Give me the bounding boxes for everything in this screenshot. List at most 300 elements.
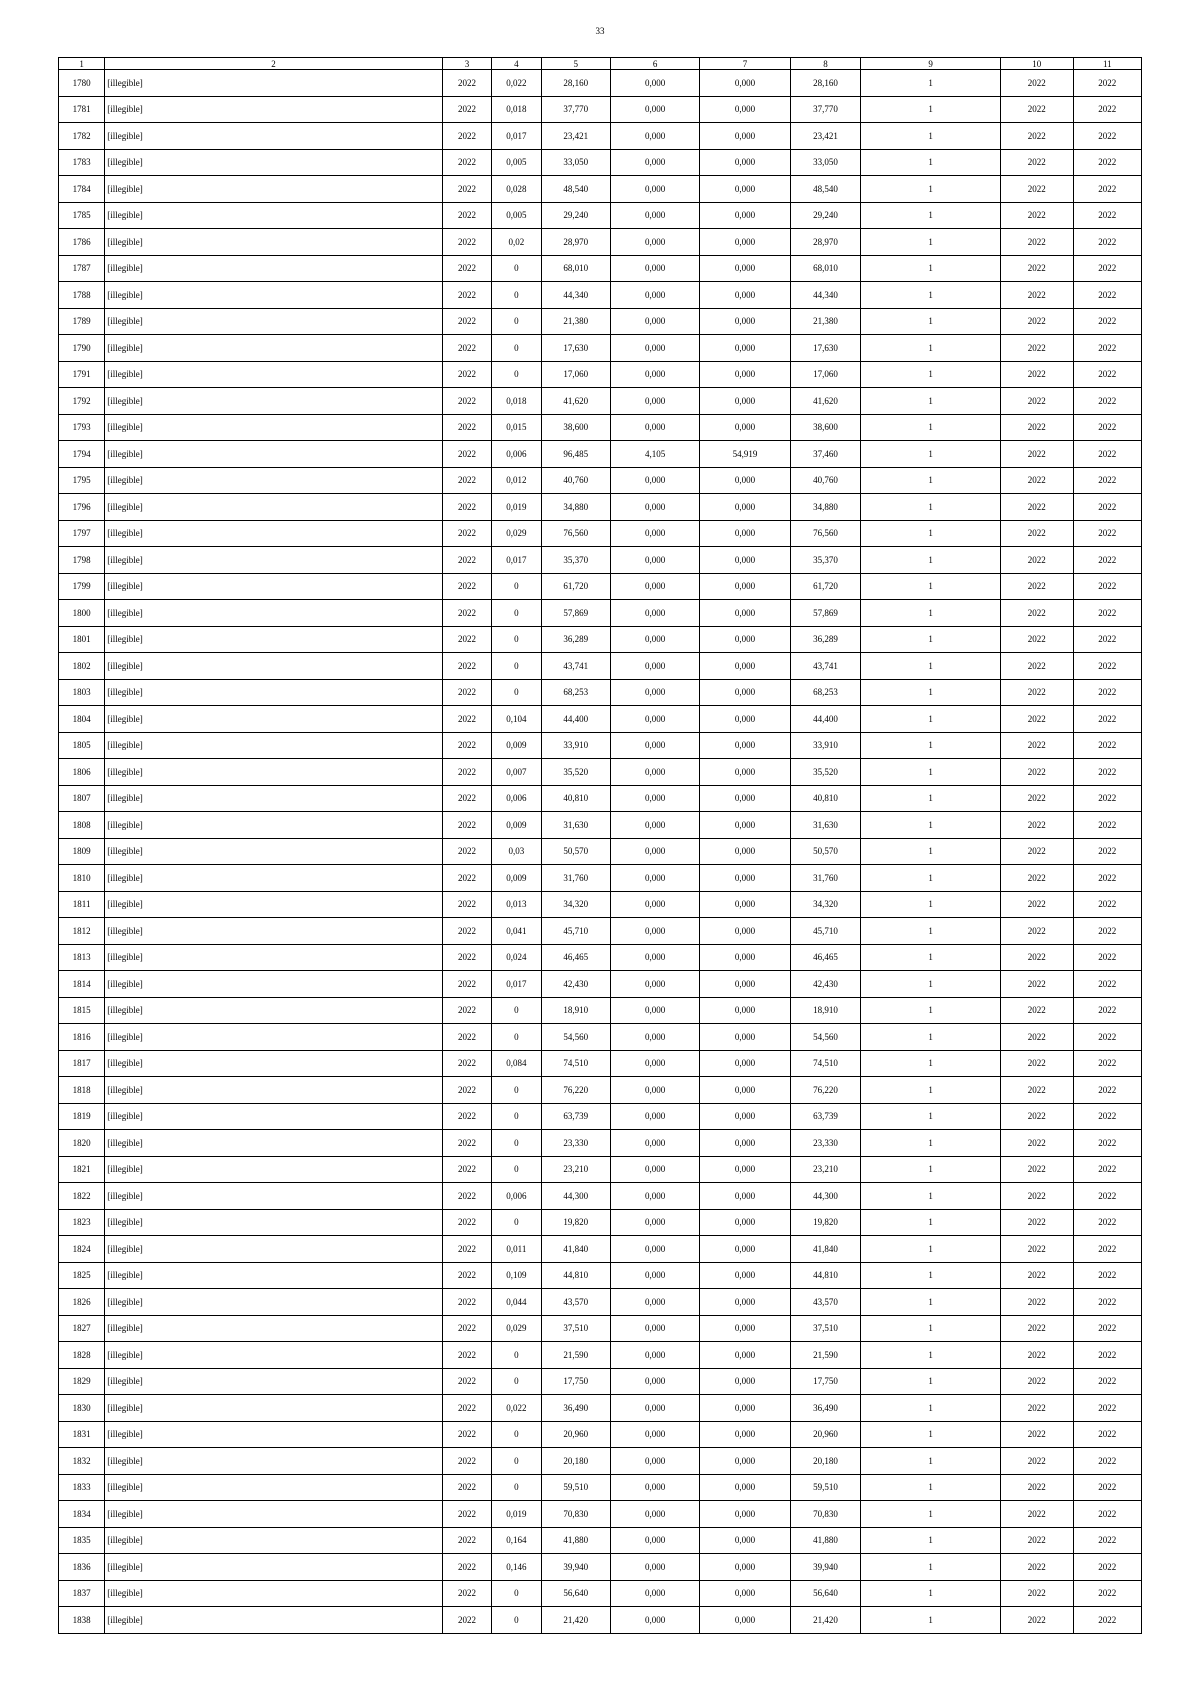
description-cell: [illegible] xyxy=(105,1474,443,1501)
col-9-cell: 1 xyxy=(861,732,1001,759)
col-8-cell: 44,300 xyxy=(790,1183,860,1210)
col-8-cell: 41,840 xyxy=(790,1236,860,1263)
col-4-cell: 0 xyxy=(492,1156,541,1183)
col-7-cell: 0,000 xyxy=(700,759,790,786)
col-9-cell: 1 xyxy=(861,1527,1001,1554)
col-11-cell: 2022 xyxy=(1073,1289,1141,1316)
col-6-cell: 0,000 xyxy=(610,202,699,229)
col-9-cell: 1 xyxy=(861,1395,1001,1422)
row-number-cell: 1834 xyxy=(59,1501,105,1528)
row-number-cell: 1788 xyxy=(59,282,105,309)
table-row xyxy=(59,653,1142,680)
col-5-cell: 28,160 xyxy=(541,70,610,97)
col-11-cell: 2022 xyxy=(1073,944,1141,971)
col-7-cell: 0,000 xyxy=(700,494,790,521)
col-11-cell: 2022 xyxy=(1073,918,1141,945)
col-9-cell: 1 xyxy=(861,1501,1001,1528)
description-cell: [illegible] xyxy=(105,1289,443,1316)
table-row xyxy=(59,1501,1142,1528)
col-11-cell: 2022 xyxy=(1073,1527,1141,1554)
col-6-cell: 0,000 xyxy=(610,679,699,706)
description-cell: [illegible] xyxy=(105,971,443,998)
col-3-cell: 2022 xyxy=(442,1395,491,1422)
row-number-cell: 1830 xyxy=(59,1395,105,1422)
table-row xyxy=(59,96,1142,123)
col-5-cell: 44,300 xyxy=(541,1183,610,1210)
description-cell: [illegible] xyxy=(105,785,443,812)
col-5-cell: 35,370 xyxy=(541,547,610,574)
table-row xyxy=(59,1024,1142,1051)
col-10-cell: 2022 xyxy=(1001,865,1074,892)
row-number-cell: 1828 xyxy=(59,1342,105,1369)
col-7-cell: 0,000 xyxy=(700,1103,790,1130)
col-6-cell: 0,000 xyxy=(610,96,699,123)
col-6-cell: 0,000 xyxy=(610,1156,699,1183)
col-4-cell: 0,015 xyxy=(492,414,541,441)
col-4-cell: 0 xyxy=(492,1368,541,1395)
row-number-cell: 1820 xyxy=(59,1130,105,1157)
table-row xyxy=(59,1156,1142,1183)
col-7-cell: 0,000 xyxy=(700,96,790,123)
row-number-cell: 1816 xyxy=(59,1024,105,1051)
col-3-cell: 2022 xyxy=(442,547,491,574)
col-11-cell: 2022 xyxy=(1073,1315,1141,1342)
col-9-cell: 1 xyxy=(861,149,1001,176)
col-8-cell: 68,253 xyxy=(790,679,860,706)
col-9-cell: 1 xyxy=(861,176,1001,203)
col-4-cell: 0,03 xyxy=(492,838,541,865)
col-9-cell: 1 xyxy=(861,1580,1001,1607)
description-cell: [illegible] xyxy=(105,997,443,1024)
col-7-cell: 0,000 xyxy=(700,229,790,256)
col-8-cell: 31,760 xyxy=(790,865,860,892)
col-7-cell: 0,000 xyxy=(700,335,790,362)
col-3-cell: 2022 xyxy=(442,1580,491,1607)
description-cell: [illegible] xyxy=(105,1368,443,1395)
col-6-cell: 0,000 xyxy=(610,547,699,574)
col-7-cell: 0,000 xyxy=(700,600,790,627)
col-5-cell: 35,520 xyxy=(541,759,610,786)
col-4-cell: 0 xyxy=(492,1580,541,1607)
col-5-cell: 44,400 xyxy=(541,706,610,733)
col-8-cell: 74,510 xyxy=(790,1050,860,1077)
col-3-cell: 2022 xyxy=(442,865,491,892)
col-4-cell: 0,02 xyxy=(492,229,541,256)
table-row xyxy=(59,1289,1142,1316)
table-row xyxy=(59,573,1142,600)
col-8-cell: 17,750 xyxy=(790,1368,860,1395)
col-5-cell: 37,510 xyxy=(541,1315,610,1342)
table-row xyxy=(59,626,1142,653)
col-6-cell: 0,000 xyxy=(610,467,699,494)
description-cell: [illegible] xyxy=(105,1448,443,1475)
row-number-cell: 1794 xyxy=(59,441,105,468)
description-cell: [illegible] xyxy=(105,149,443,176)
col-10-cell: 2022 xyxy=(1001,812,1074,839)
col-6-cell: 0,000 xyxy=(610,918,699,945)
col-3-cell: 2022 xyxy=(442,918,491,945)
col-9-cell: 1 xyxy=(861,1289,1001,1316)
description-cell: [illegible] xyxy=(105,679,443,706)
description-cell: [illegible] xyxy=(105,229,443,256)
col-8-cell: 40,760 xyxy=(790,467,860,494)
col-6-cell: 0,000 xyxy=(610,785,699,812)
col-3-cell: 2022 xyxy=(442,1077,491,1104)
col-10-cell: 2022 xyxy=(1001,255,1074,282)
col-10-cell: 2022 xyxy=(1001,1077,1074,1104)
table-row xyxy=(59,732,1142,759)
col-5-cell: 43,570 xyxy=(541,1289,610,1316)
description-cell: [illegible] xyxy=(105,1024,443,1051)
col-10-cell: 2022 xyxy=(1001,1315,1074,1342)
col-7-cell: 0,000 xyxy=(700,202,790,229)
row-number-cell: 1803 xyxy=(59,679,105,706)
col-10-cell: 2022 xyxy=(1001,1368,1074,1395)
col-7-cell: 0,000 xyxy=(700,388,790,415)
col-5-cell: 44,340 xyxy=(541,282,610,309)
col-6-cell: 0,000 xyxy=(610,335,699,362)
col-7-cell: 0,000 xyxy=(700,70,790,97)
col-11-cell: 2022 xyxy=(1073,1395,1141,1422)
col-6-cell: 0,000 xyxy=(610,1209,699,1236)
col-3-cell: 2022 xyxy=(442,1474,491,1501)
col-8-cell: 21,380 xyxy=(790,308,860,335)
col-3-cell: 2022 xyxy=(442,573,491,600)
col-9-cell: 1 xyxy=(861,759,1001,786)
table-row xyxy=(59,865,1142,892)
col-5-cell: 17,630 xyxy=(541,335,610,362)
col-9-cell: 1 xyxy=(861,1262,1001,1289)
table-row xyxy=(59,918,1142,945)
row-number-cell: 1785 xyxy=(59,202,105,229)
col-3-cell: 2022 xyxy=(442,123,491,150)
col-5-cell: 21,420 xyxy=(541,1607,610,1634)
col-8-cell: 35,520 xyxy=(790,759,860,786)
table-row xyxy=(59,838,1142,865)
col-10-cell: 2022 xyxy=(1001,891,1074,918)
col-3-cell: 2022 xyxy=(442,785,491,812)
col-5-cell: 70,830 xyxy=(541,1501,610,1528)
row-number-cell: 1796 xyxy=(59,494,105,521)
description-cell: [illegible] xyxy=(105,494,443,521)
col-5-cell: 42,430 xyxy=(541,971,610,998)
col-7-cell: 0,000 xyxy=(700,1050,790,1077)
col-10-cell: 2022 xyxy=(1001,520,1074,547)
row-number-cell: 1823 xyxy=(59,1209,105,1236)
description-cell: [illegible] xyxy=(105,1342,443,1369)
col-7-cell: 0,000 xyxy=(700,282,790,309)
col-3-cell: 2022 xyxy=(442,600,491,627)
col-6-cell: 0,000 xyxy=(610,812,699,839)
col-7-cell: 0,000 xyxy=(700,1448,790,1475)
col-6-cell: 0,000 xyxy=(610,1262,699,1289)
col-4-cell: 0,018 xyxy=(492,96,541,123)
col-9-cell: 1 xyxy=(861,891,1001,918)
col-6-cell: 0,000 xyxy=(610,1474,699,1501)
col-6-cell: 0,000 xyxy=(610,1527,699,1554)
col-11-cell: 2022 xyxy=(1073,1024,1141,1051)
col-11-cell: 2022 xyxy=(1073,388,1141,415)
col-11-cell: 2022 xyxy=(1073,282,1141,309)
col-8-cell: 39,940 xyxy=(790,1554,860,1581)
col-8-cell: 44,400 xyxy=(790,706,860,733)
col-7-cell: 0,000 xyxy=(700,1315,790,1342)
col-3-cell: 2022 xyxy=(442,1024,491,1051)
col-6-cell: 0,000 xyxy=(610,1024,699,1051)
table-row xyxy=(59,706,1142,733)
col-4-cell: 0 xyxy=(492,600,541,627)
col-3-cell: 2022 xyxy=(442,441,491,468)
col-4-cell: 0,104 xyxy=(492,706,541,733)
col-5-cell: 76,560 xyxy=(541,520,610,547)
col-7-cell: 0,000 xyxy=(700,1024,790,1051)
description-cell: [illegible] xyxy=(105,1156,443,1183)
col-3-cell: 2022 xyxy=(442,1289,491,1316)
col-8-cell: 70,830 xyxy=(790,1501,860,1528)
col-6-cell: 0,000 xyxy=(610,1501,699,1528)
col-4-cell: 0 xyxy=(492,1448,541,1475)
col-9-cell: 1 xyxy=(861,626,1001,653)
row-number-cell: 1782 xyxy=(59,123,105,150)
col-9-cell: 1 xyxy=(861,1130,1001,1157)
row-number-cell: 1793 xyxy=(59,414,105,441)
description-cell: [illegible] xyxy=(105,626,443,653)
col-10-cell: 2022 xyxy=(1001,1554,1074,1581)
table-row xyxy=(59,759,1142,786)
col-7-cell: 0,000 xyxy=(700,1368,790,1395)
description-cell: [illegible] xyxy=(105,388,443,415)
row-number-cell: 1798 xyxy=(59,547,105,574)
column-header: 4 xyxy=(492,58,541,70)
col-3-cell: 2022 xyxy=(442,971,491,998)
table-header xyxy=(59,58,1142,70)
col-4-cell: 0 xyxy=(492,1209,541,1236)
col-11-cell: 2022 xyxy=(1073,520,1141,547)
col-4-cell: 0 xyxy=(492,679,541,706)
description-cell: [illegible] xyxy=(105,282,443,309)
col-6-cell: 0,000 xyxy=(610,706,699,733)
description-cell: [illegible] xyxy=(105,335,443,362)
row-number-cell: 1825 xyxy=(59,1262,105,1289)
col-9-cell: 1 xyxy=(861,1103,1001,1130)
col-10-cell: 2022 xyxy=(1001,1501,1074,1528)
column-header: 10 xyxy=(1001,58,1074,70)
column-header: 7 xyxy=(700,58,790,70)
col-10-cell: 2022 xyxy=(1001,70,1074,97)
col-9-cell: 1 xyxy=(861,1554,1001,1581)
col-7-cell: 0,000 xyxy=(700,1527,790,1554)
col-4-cell: 0 xyxy=(492,1103,541,1130)
row-number-cell: 1801 xyxy=(59,626,105,653)
col-9-cell: 1 xyxy=(861,494,1001,521)
col-11-cell: 2022 xyxy=(1073,176,1141,203)
col-9-cell: 1 xyxy=(861,202,1001,229)
col-5-cell: 76,220 xyxy=(541,1077,610,1104)
col-6-cell: 0,000 xyxy=(610,1368,699,1395)
col-3-cell: 2022 xyxy=(442,1368,491,1395)
description-cell: [illegible] xyxy=(105,1580,443,1607)
col-5-cell: 40,760 xyxy=(541,467,610,494)
col-6-cell: 0,000 xyxy=(610,1448,699,1475)
table-row xyxy=(59,1554,1142,1581)
col-3-cell: 2022 xyxy=(442,891,491,918)
description-cell: [illegible] xyxy=(105,520,443,547)
col-11-cell: 2022 xyxy=(1073,891,1141,918)
col-6-cell: 0,000 xyxy=(610,1315,699,1342)
col-10-cell: 2022 xyxy=(1001,467,1074,494)
col-8-cell: 46,465 xyxy=(790,944,860,971)
col-9-cell: 1 xyxy=(861,1421,1001,1448)
col-4-cell: 0,022 xyxy=(492,70,541,97)
col-6-cell: 0,000 xyxy=(610,759,699,786)
col-5-cell: 41,620 xyxy=(541,388,610,415)
col-4-cell: 0,005 xyxy=(492,202,541,229)
col-6-cell: 0,000 xyxy=(610,149,699,176)
col-9-cell: 1 xyxy=(861,414,1001,441)
description-cell: [illegible] xyxy=(105,1262,443,1289)
row-number-cell: 1822 xyxy=(59,1183,105,1210)
col-10-cell: 2022 xyxy=(1001,149,1074,176)
description-cell: [illegible] xyxy=(105,653,443,680)
col-7-cell: 0,000 xyxy=(700,547,790,574)
col-5-cell: 56,640 xyxy=(541,1580,610,1607)
row-number-cell: 1837 xyxy=(59,1580,105,1607)
col-8-cell: 40,810 xyxy=(790,785,860,812)
col-8-cell: 33,050 xyxy=(790,149,860,176)
row-number-cell: 1792 xyxy=(59,388,105,415)
col-11-cell: 2022 xyxy=(1073,600,1141,627)
col-10-cell: 2022 xyxy=(1001,202,1074,229)
description-cell: [illegible] xyxy=(105,1421,443,1448)
col-3-cell: 2022 xyxy=(442,1209,491,1236)
description-cell: [illegible] xyxy=(105,308,443,335)
col-8-cell: 33,910 xyxy=(790,732,860,759)
table-row xyxy=(59,1527,1142,1554)
table-row xyxy=(59,971,1142,998)
col-7-cell: 0,000 xyxy=(700,838,790,865)
col-6-cell: 0,000 xyxy=(610,1183,699,1210)
col-10-cell: 2022 xyxy=(1001,1289,1074,1316)
col-11-cell: 2022 xyxy=(1073,812,1141,839)
col-3-cell: 2022 xyxy=(442,997,491,1024)
row-number-cell: 1831 xyxy=(59,1421,105,1448)
col-6-cell: 0,000 xyxy=(610,732,699,759)
col-9-cell: 1 xyxy=(861,308,1001,335)
col-7-cell: 0,000 xyxy=(700,1077,790,1104)
col-11-cell: 2022 xyxy=(1073,1130,1141,1157)
table-row xyxy=(59,70,1142,97)
col-5-cell: 36,490 xyxy=(541,1395,610,1422)
col-4-cell: 0,009 xyxy=(492,812,541,839)
col-5-cell: 17,750 xyxy=(541,1368,610,1395)
col-11-cell: 2022 xyxy=(1073,1183,1141,1210)
col-4-cell: 0 xyxy=(492,335,541,362)
col-3-cell: 2022 xyxy=(442,308,491,335)
col-8-cell: 44,810 xyxy=(790,1262,860,1289)
col-11-cell: 2022 xyxy=(1073,1474,1141,1501)
description-cell: [illegible] xyxy=(105,1130,443,1157)
table-row xyxy=(59,600,1142,627)
col-10-cell: 2022 xyxy=(1001,600,1074,627)
description-cell: [illegible] xyxy=(105,1395,443,1422)
table-row xyxy=(59,520,1142,547)
col-5-cell: 54,560 xyxy=(541,1024,610,1051)
col-6-cell: 0,000 xyxy=(610,1130,699,1157)
col-8-cell: 21,420 xyxy=(790,1607,860,1634)
col-11-cell: 2022 xyxy=(1073,308,1141,335)
col-8-cell: 21,590 xyxy=(790,1342,860,1369)
col-11-cell: 2022 xyxy=(1073,838,1141,865)
row-number-cell: 1806 xyxy=(59,759,105,786)
col-5-cell: 46,465 xyxy=(541,944,610,971)
col-8-cell: 20,960 xyxy=(790,1421,860,1448)
col-5-cell: 57,869 xyxy=(541,600,610,627)
col-5-cell: 31,630 xyxy=(541,812,610,839)
row-number-cell: 1808 xyxy=(59,812,105,839)
header-row xyxy=(59,58,1142,70)
col-6-cell: 0,000 xyxy=(610,653,699,680)
col-9-cell: 1 xyxy=(861,997,1001,1024)
col-4-cell: 0,041 xyxy=(492,918,541,945)
col-9-cell: 1 xyxy=(861,706,1001,733)
col-7-cell: 0,000 xyxy=(700,1130,790,1157)
col-11-cell: 2022 xyxy=(1073,255,1141,282)
col-8-cell: 59,510 xyxy=(790,1474,860,1501)
col-3-cell: 2022 xyxy=(442,70,491,97)
col-9-cell: 1 xyxy=(861,1474,1001,1501)
col-11-cell: 2022 xyxy=(1073,1156,1141,1183)
col-8-cell: 48,540 xyxy=(790,176,860,203)
row-number-cell: 1810 xyxy=(59,865,105,892)
col-7-cell: 0,000 xyxy=(700,1183,790,1210)
col-3-cell: 2022 xyxy=(442,706,491,733)
col-9-cell: 1 xyxy=(861,1024,1001,1051)
col-9-cell: 1 xyxy=(861,547,1001,574)
col-8-cell: 41,620 xyxy=(790,388,860,415)
col-5-cell: 34,320 xyxy=(541,891,610,918)
col-10-cell: 2022 xyxy=(1001,123,1074,150)
col-3-cell: 2022 xyxy=(442,1130,491,1157)
row-number-cell: 1824 xyxy=(59,1236,105,1263)
description-cell: [illegible] xyxy=(105,1607,443,1634)
col-4-cell: 0,029 xyxy=(492,520,541,547)
col-4-cell: 0 xyxy=(492,626,541,653)
col-5-cell: 44,810 xyxy=(541,1262,610,1289)
col-11-cell: 2022 xyxy=(1073,1077,1141,1104)
col-4-cell: 0 xyxy=(492,1342,541,1369)
col-6-cell: 0,000 xyxy=(610,1050,699,1077)
col-10-cell: 2022 xyxy=(1001,1050,1074,1077)
col-3-cell: 2022 xyxy=(442,1607,491,1634)
col-11-cell: 2022 xyxy=(1073,123,1141,150)
col-10-cell: 2022 xyxy=(1001,706,1074,733)
col-8-cell: 36,289 xyxy=(790,626,860,653)
data-table xyxy=(58,57,1142,1634)
col-11-cell: 2022 xyxy=(1073,414,1141,441)
col-6-cell: 4,105 xyxy=(610,441,699,468)
col-9-cell: 1 xyxy=(861,255,1001,282)
col-3-cell: 2022 xyxy=(442,229,491,256)
col-7-cell: 0,000 xyxy=(700,785,790,812)
row-number-cell: 1829 xyxy=(59,1368,105,1395)
description-cell: [illegible] xyxy=(105,891,443,918)
row-number-cell: 1797 xyxy=(59,520,105,547)
col-10-cell: 2022 xyxy=(1001,573,1074,600)
col-4-cell: 0,109 xyxy=(492,1262,541,1289)
description-cell: [illegible] xyxy=(105,70,443,97)
col-9-cell: 1 xyxy=(861,679,1001,706)
description-cell: [illegible] xyxy=(105,202,443,229)
